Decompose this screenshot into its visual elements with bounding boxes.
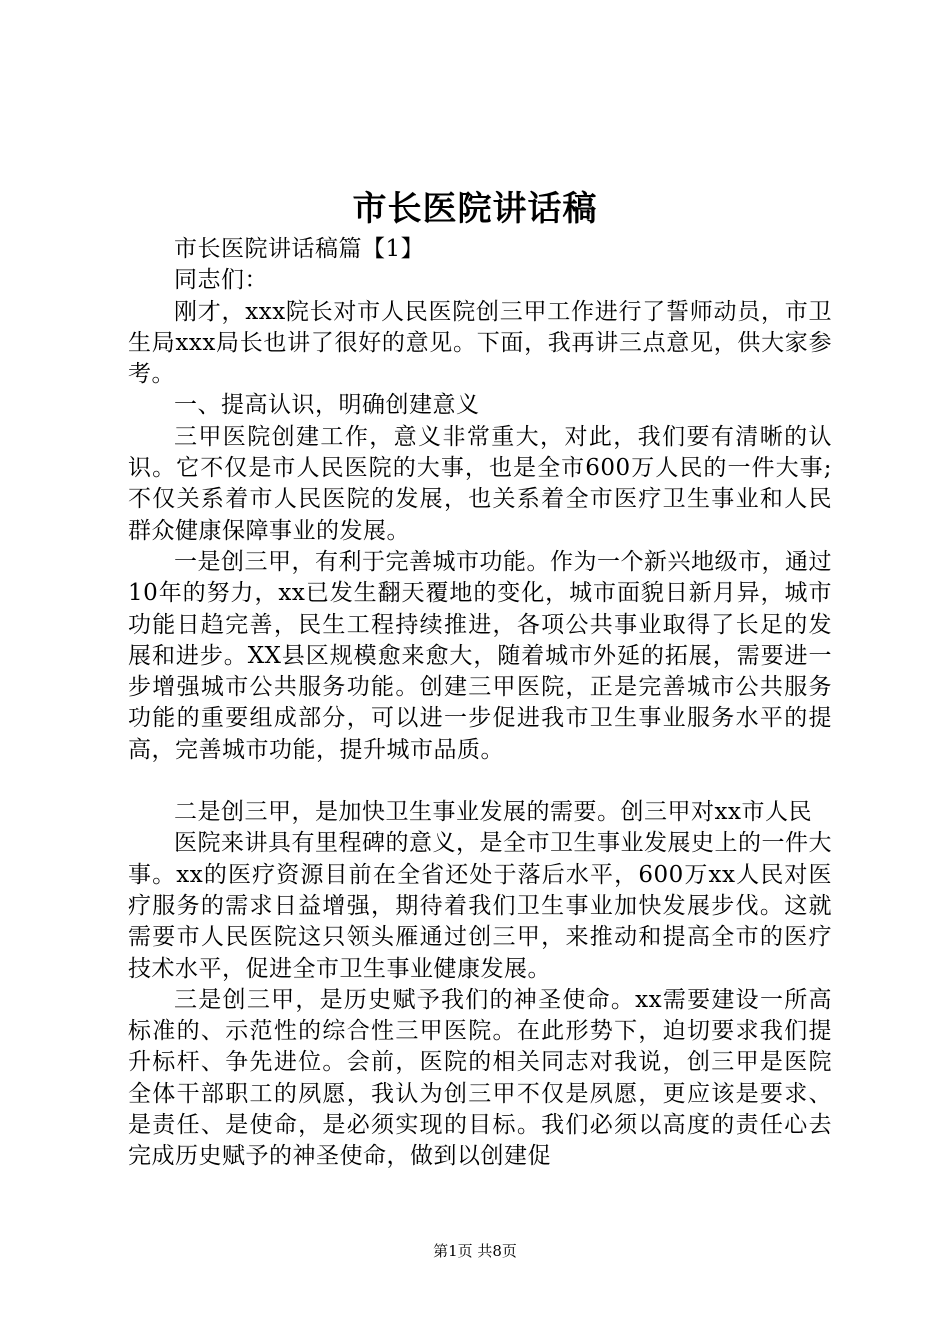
document-body bbox=[128, 234, 832, 1173]
paragraph: 一是创三甲，有利于完善城市功能。作为一个新兴地级市，通过10年的努力，xx已发生翻天覆地的变化，城市面貌日新月异，城市功能日趋完善，民生工程持续推进，各项公共事业取得了长足的发展和进步。XX县区规模愈来愈大，随着城市外延的拓展，需要进一步增强城市公共服务功能。创建三甲医院，正是完善城市公共服务功能的重要组成部分，可以进一步促进我市卫生事业服务水平的提高，完善城市功能，提升城市品质。 bbox=[128, 548, 832, 763]
subheading: 一、提高认识，明确创建意义 bbox=[174, 392, 480, 419]
paragraph: 三甲医院创建工作，意义非常重大，对此，我们要有清晰的认识。它不仅是市人民医院的大事，也是全市600万人民的一件大事;不仅关系着市人民医院的发展，也关系着全市医疗卫生事业和人民群众健康保障事业的发展。 bbox=[128, 423, 832, 544]
page-number-footer: 第1页 共8页 bbox=[433, 1242, 517, 1260]
paragraph: 医院来讲具有里程碑的意义，是全市卫生事业发展史上的一件大事。xx的医疗资源目前在全省还处于落后水平，600万xx人民对医疗服务的需求日益增强，期待着我们卫生事业加快发展步伐。这就需要市人民医院这只领头雁通过创三甲，来推动和提高全市的医疗技术水平，促进全市卫生事业健康发展。 bbox=[128, 830, 832, 982]
paragraph: 二是创三甲，是加快卫生事业发展的需要。创三甲对xx市人民 bbox=[174, 799, 812, 826]
paragraph: 刚才，xxx院长对市人民医院创三甲工作进行了誓师动员，市卫生局xxx局长也讲了很好的意见。下面，我再讲三点意见，供大家参考。 bbox=[128, 298, 832, 388]
document-title: 市长医院讲话稿 bbox=[352, 189, 598, 229]
salutation: 同志们： bbox=[174, 267, 268, 294]
paragraph: 三是创三甲，是历史赋予我们的神圣使命。xx需要建设一所高标准的、示范性的综合性三甲医院。在此形势下，迫切要求我们提升标杆、争先进位。会前，医院的相关同志对我说，创三甲是医院全体干部职工的夙愿，我认为创三甲不仅是夙愿，更应该是要求、是责任、是使命，是必须实现的目标。我们必须以高度的责任心去完成历史赋予的神圣使命，做到以创建促 bbox=[128, 986, 832, 1170]
section-heading: 市长医院讲话稿篇【1】 bbox=[174, 236, 425, 262]
